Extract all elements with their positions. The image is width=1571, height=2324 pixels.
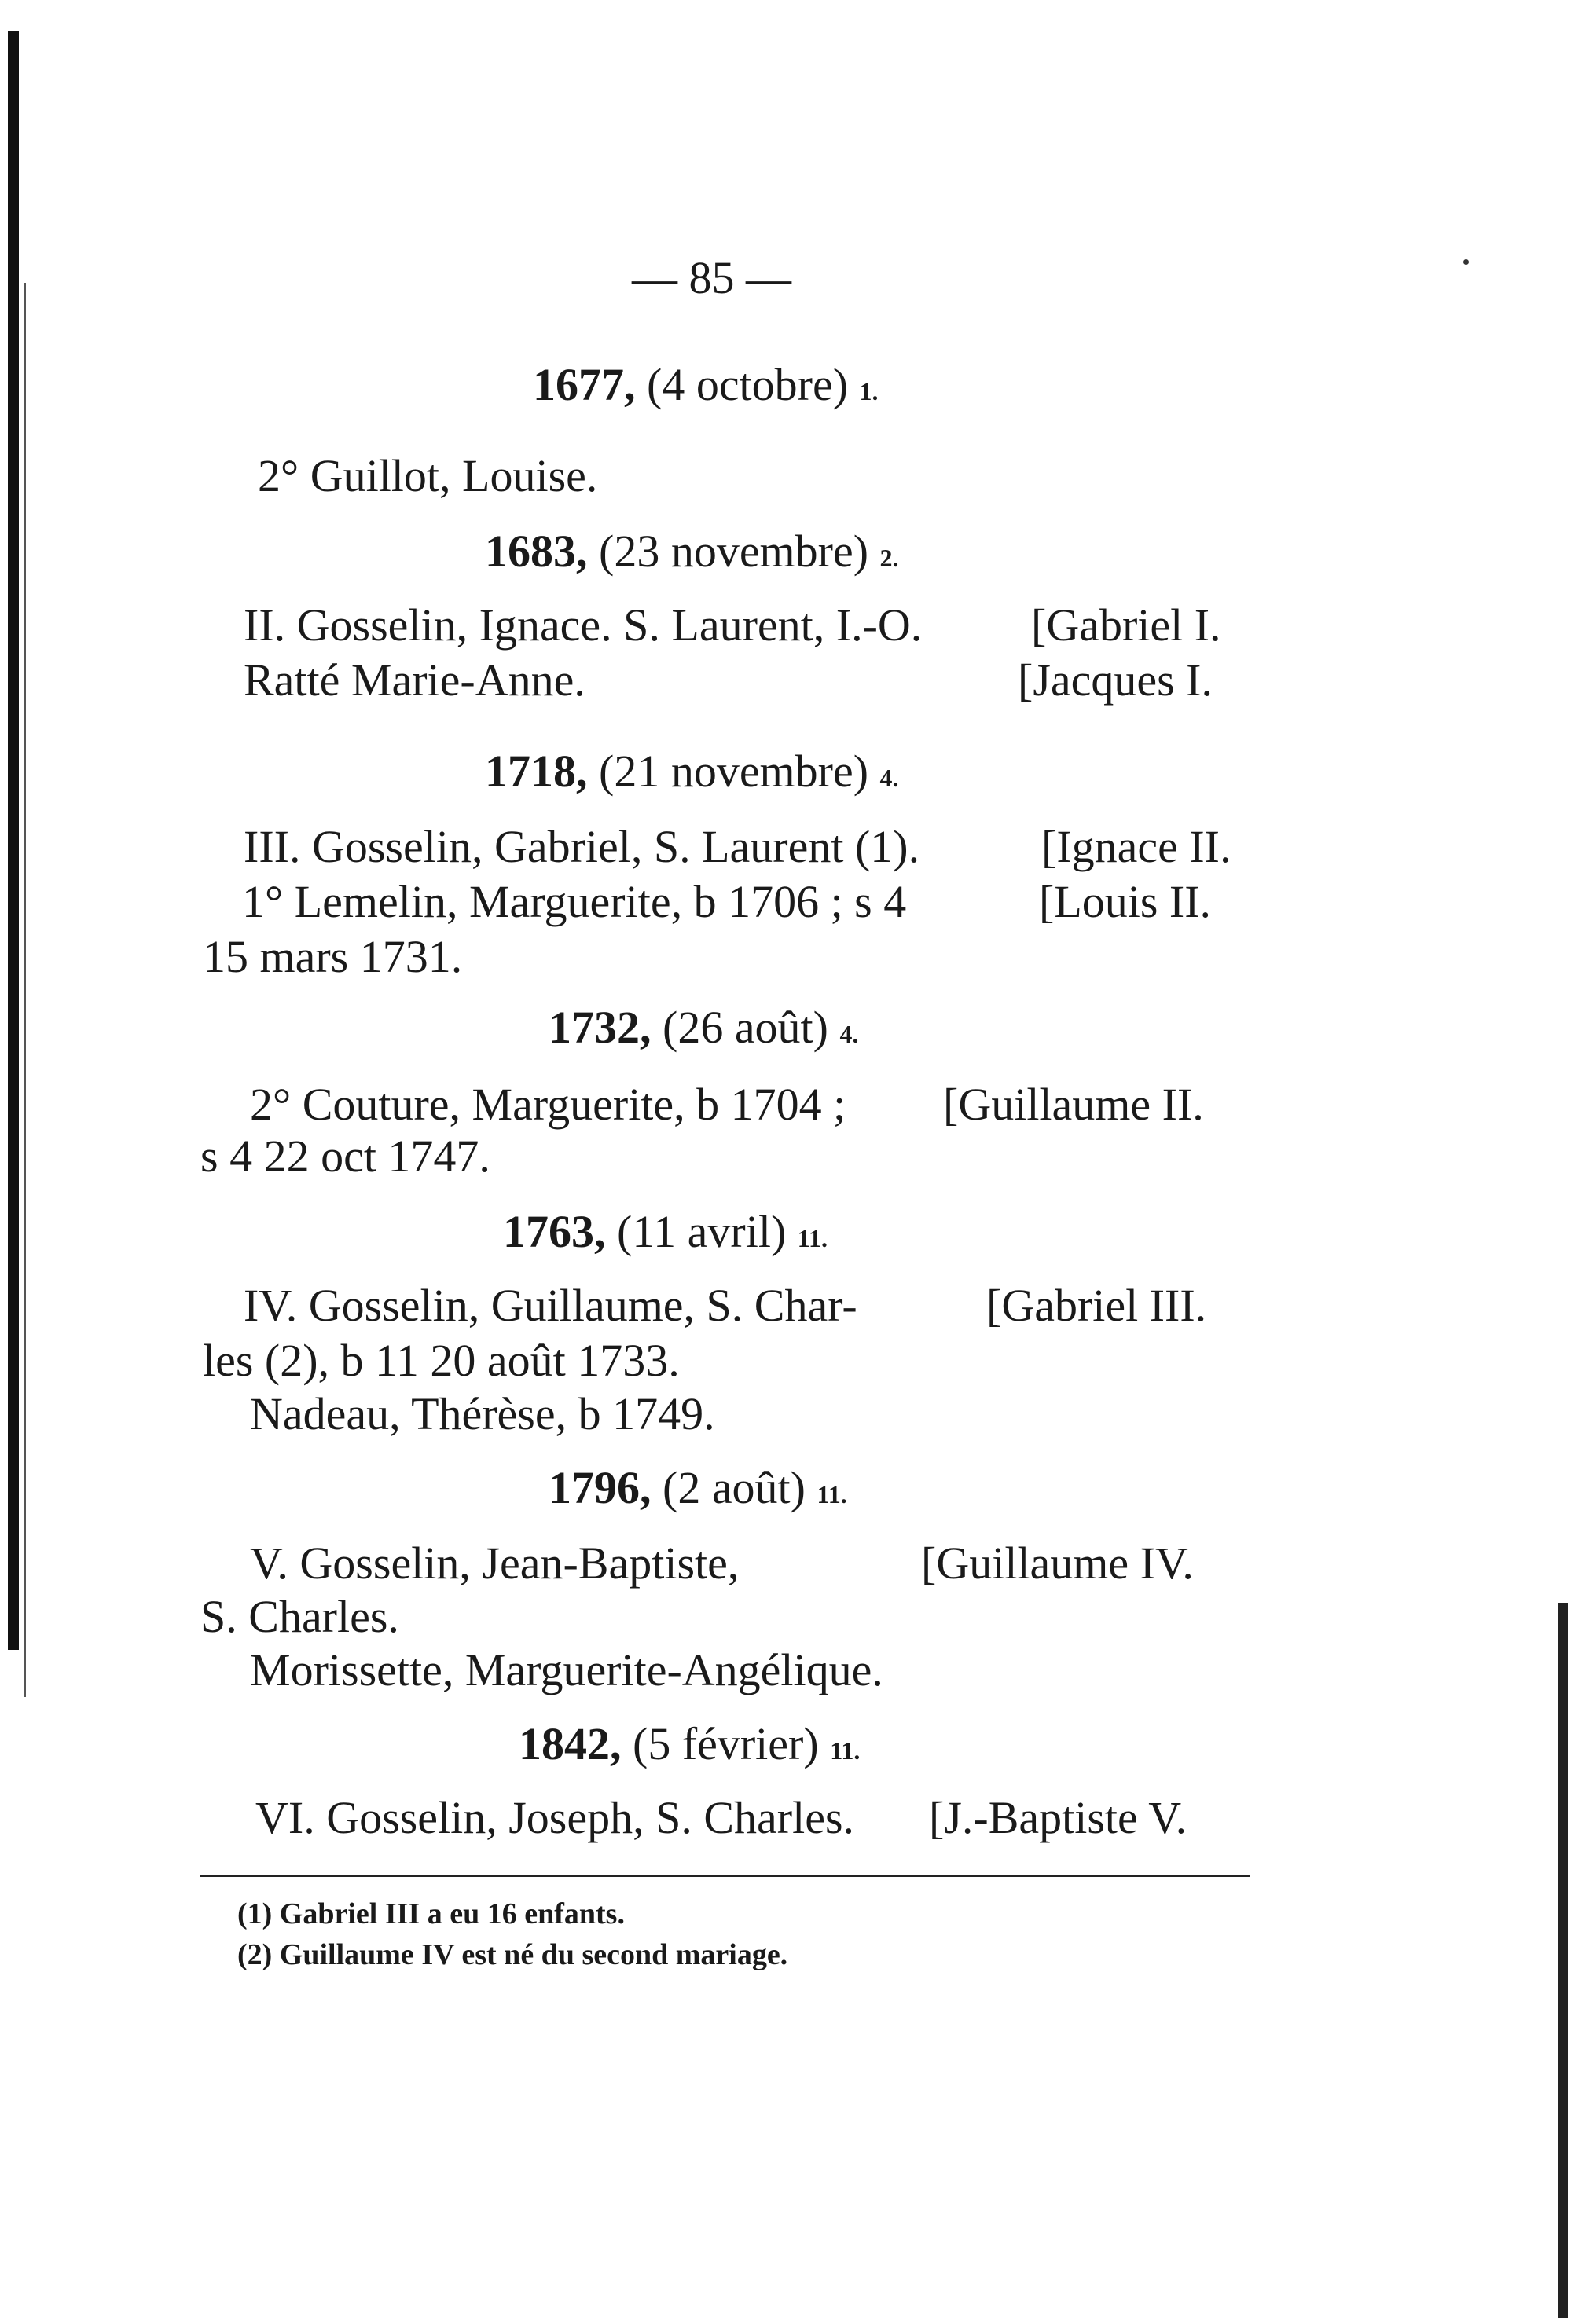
entry-line: 15 mars 1731. [203, 931, 463, 982]
entry-date-1683: 1683, (23 novembre) 2. [485, 526, 899, 577]
entry-line: S. Charles. [200, 1591, 399, 1642]
entry-date-1677: 1677, (4 octobre) 1. [533, 359, 879, 410]
parent-ref: [Guillaume IV. [921, 1538, 1194, 1589]
entry-line: IV. Gosselin, Guillaume, S. Char- [244, 1280, 857, 1331]
entry-line: 1° Lemelin, Marguerite, b 1706 ; s 4 [242, 876, 907, 927]
entry-line: Ratté Marie-Anne. [244, 654, 585, 706]
entry-date-1763: 1763, (11 avril) 11. [503, 1206, 828, 1257]
entry-line: 2° Couture, Marguerite, b 1704 ; [250, 1079, 846, 1130]
entry-line: s 4 22 oct 1747. [200, 1131, 490, 1182]
scan-edge-left [8, 31, 19, 1650]
entry-line: III. Gosselin, Gabriel, S. Laurent (1). [244, 821, 920, 872]
entry-line: Nadeau, Thérèse, b 1749. [250, 1388, 715, 1439]
entry-date-1842: 1842, (5 février) 11. [519, 1718, 861, 1769]
footnote-2: (2) Guillaume IV est né du second mariage. [237, 1938, 788, 1971]
scan-edge-left-inner [24, 283, 26, 1697]
parent-ref: [Jacques I. [1018, 654, 1213, 706]
scan-edge-right [1558, 1603, 1568, 2318]
entry-date-1718: 1718, (21 novembre) 4. [485, 746, 899, 797]
parent-ref: [Gabriel I. [1031, 599, 1221, 651]
entry-line: II. Gosselin, Ignace. S. Laurent, I.-O. [244, 599, 923, 651]
footnote-rule [200, 1875, 1250, 1877]
parent-ref: [Guillaume II. [943, 1079, 1204, 1130]
footnote-1: (1) Gabriel III a eu 16 enfants. [237, 1897, 625, 1930]
parent-ref: [Louis II. [1039, 876, 1212, 927]
page-number: — 85 — [632, 252, 791, 303]
entry-line: VI. Gosselin, Joseph, S. Charles. [255, 1792, 855, 1843]
entry-line: V. Gosselin, Jean-Baptiste, [250, 1538, 740, 1589]
entry-date-1796: 1796, (2 août) 11. [549, 1462, 847, 1513]
entry-line: les (2), b 11 20 août 1733. [203, 1335, 680, 1386]
parent-ref: [Gabriel III. [986, 1280, 1207, 1331]
entry-line: Morissette, Marguerite-Angélique. [250, 1644, 883, 1695]
entry-line: 2° Guillot, Louise. [258, 450, 598, 501]
entry-date-1732: 1732, (26 août) 4. [549, 1002, 859, 1053]
parent-ref: [Ignace II. [1041, 821, 1231, 872]
scan-speck [1463, 259, 1469, 265]
parent-ref: [J.-Baptiste V. [929, 1792, 1187, 1843]
